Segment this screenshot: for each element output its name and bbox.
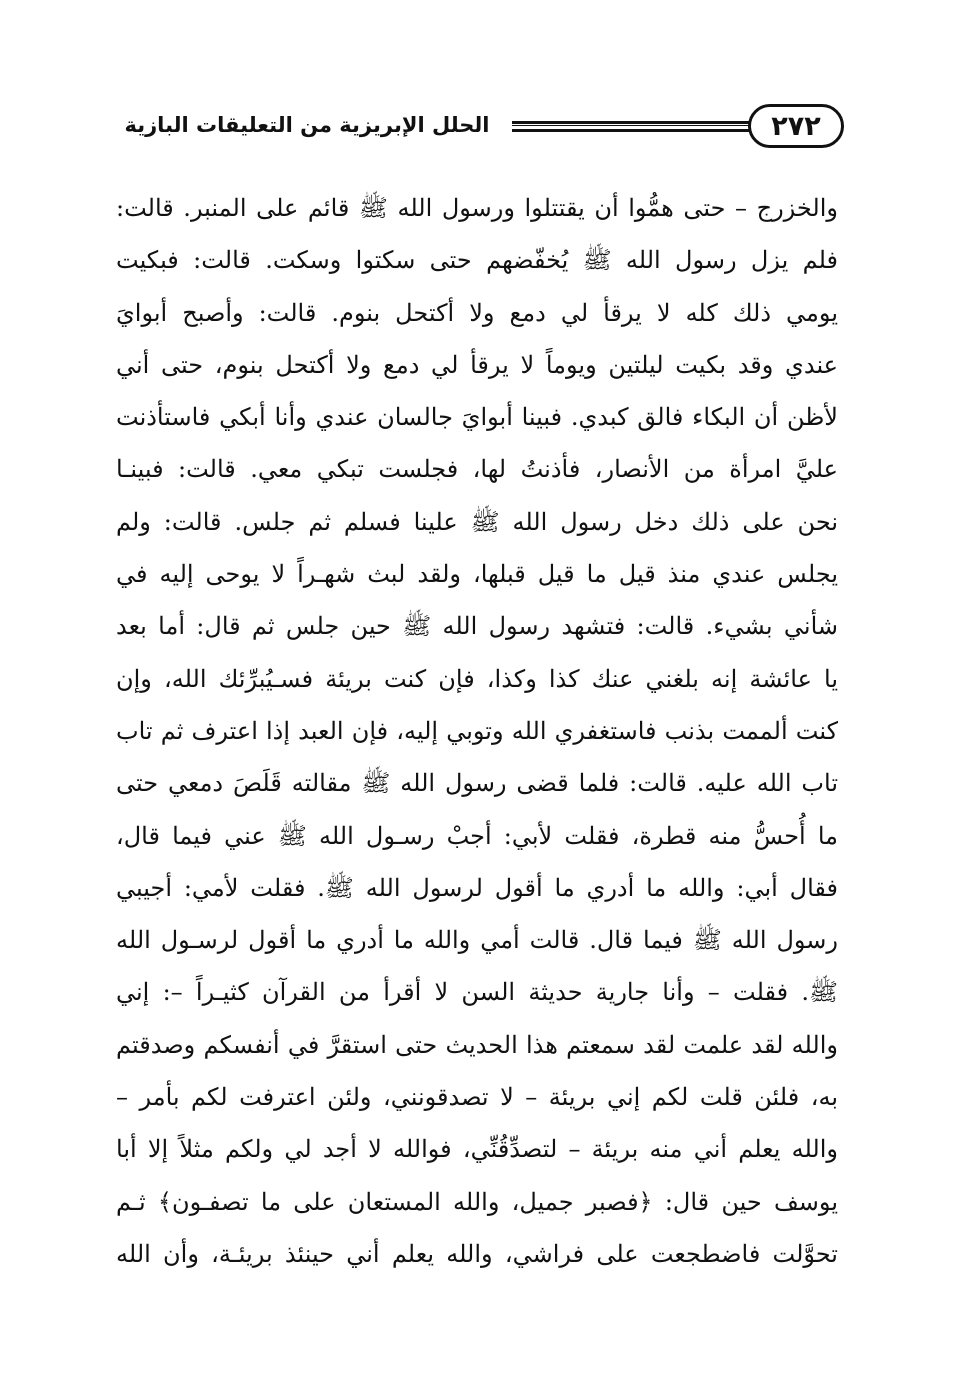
text-line: والله لقد علمت لقد سمعتم هذا الحديث حتى استقرَّ في أنفسكم وصدقتم bbox=[116, 1030, 838, 1059]
text-line: يومي ذلك كله لا يرقأ لي دمع ولا أكتحل بنوم. قالت: وأصبح أبوايَ bbox=[116, 298, 838, 327]
text-line: لأظن أن البكاء فالق كبدي. فبينا أبوايَ جالسان عندي وأنا أبكي فاستأذنت bbox=[116, 403, 838, 432]
text-line: كنت ألممت بذنب فاستغفري الله وتوبي إليه، فإن العبد إذا اعترف ثم تاب bbox=[116, 716, 838, 745]
text-line: ﷺ. فقلت – وأنا جارية حديثة السن لا أقرأ من القرآن كثيـراً –: إني bbox=[116, 978, 838, 1007]
text-line: فقال أبي: والله ما أدري ما أقول لرسول الله ﷺ. فقلت لأمي: أجيبي bbox=[116, 873, 838, 902]
text-line: يجلس عندي منذ قيل ما قيل قبلها، ولقد لبث شهـراً لا يوحى إليه في bbox=[116, 560, 838, 589]
text-line: تاب الله عليه. قالت: فلما قضى رسول الله ﷺ مقالته قَلَصَ دمعي حتى bbox=[116, 769, 838, 798]
text-line: والله يعلم أني منه بريئة – لتصدِّقُنِّي، فوالله لا أجد لي ولكم مثلاً إلا أبا bbox=[116, 1135, 838, 1164]
header-double-rule bbox=[512, 121, 752, 132]
text-line: شأني بشيء. قالت: فتشهد رسول الله ﷺ حين جلس ثم قال: أما بعد bbox=[116, 612, 838, 641]
text-line: يا عائشة إنه بلغني عنك كذا وكذا، فإن كنت بريئة فسـيُبرِّئك الله، وإن bbox=[116, 664, 838, 693]
text-line: نحن على ذلك دخل رسول الله ﷺ علينا فسلم ثم جلس. قالت: ولم bbox=[116, 507, 838, 536]
text-line: فلم يزل رسول الله ﷺ يُخفّضهم حتى سكتوا وسكت. قالت: فبكيت bbox=[116, 246, 838, 275]
page-number-badge: ٢٧٢ bbox=[748, 104, 844, 148]
page-header bbox=[112, 104, 844, 160]
running-title: الحلل الإبريزية من التعليقات البازية bbox=[124, 113, 490, 137]
text-line: تحوَّلت فاضطجعت على فراشي، والله يعلم أني حينئذ بريئـة، وأن الله bbox=[116, 1239, 838, 1268]
text-line: عندي وقد بكيت ليلتين ويوماً لا يرقأ لي دمع ولا أكتحل بنوم، حتى أني bbox=[116, 350, 838, 379]
text-line: به، فلئن قلت لكم إني بريئة – لا تصدقونني، ولئن اعترفت لكم بأمر – bbox=[116, 1083, 838, 1112]
body-text bbox=[116, 182, 838, 1280]
text-line: والخزرج – حتى همُّوا أن يقتتلوا ورسول الله ﷺ قائم على المنبر. قالت: bbox=[116, 194, 838, 222]
text-line: رسول الله ﷺ فيما قال. قالت أمي والله ما أدري ما أقول لرسـول الله bbox=[116, 926, 838, 955]
text-line: ما أُحسُّ منه قطرة، فقلت لأبي: أجبْ رسـول الله ﷺ عني فيما قال، bbox=[116, 821, 838, 850]
text-line: عليَّ امرأة من الأنصار، فأذنتُ لها، فجلست تبكي معي. قالت: فبينـا bbox=[116, 455, 838, 484]
text-line: يوسف حين قال: ﴿فصبر جميل، والله المستعان على ما تصفـون﴾ ثـم bbox=[116, 1187, 838, 1216]
